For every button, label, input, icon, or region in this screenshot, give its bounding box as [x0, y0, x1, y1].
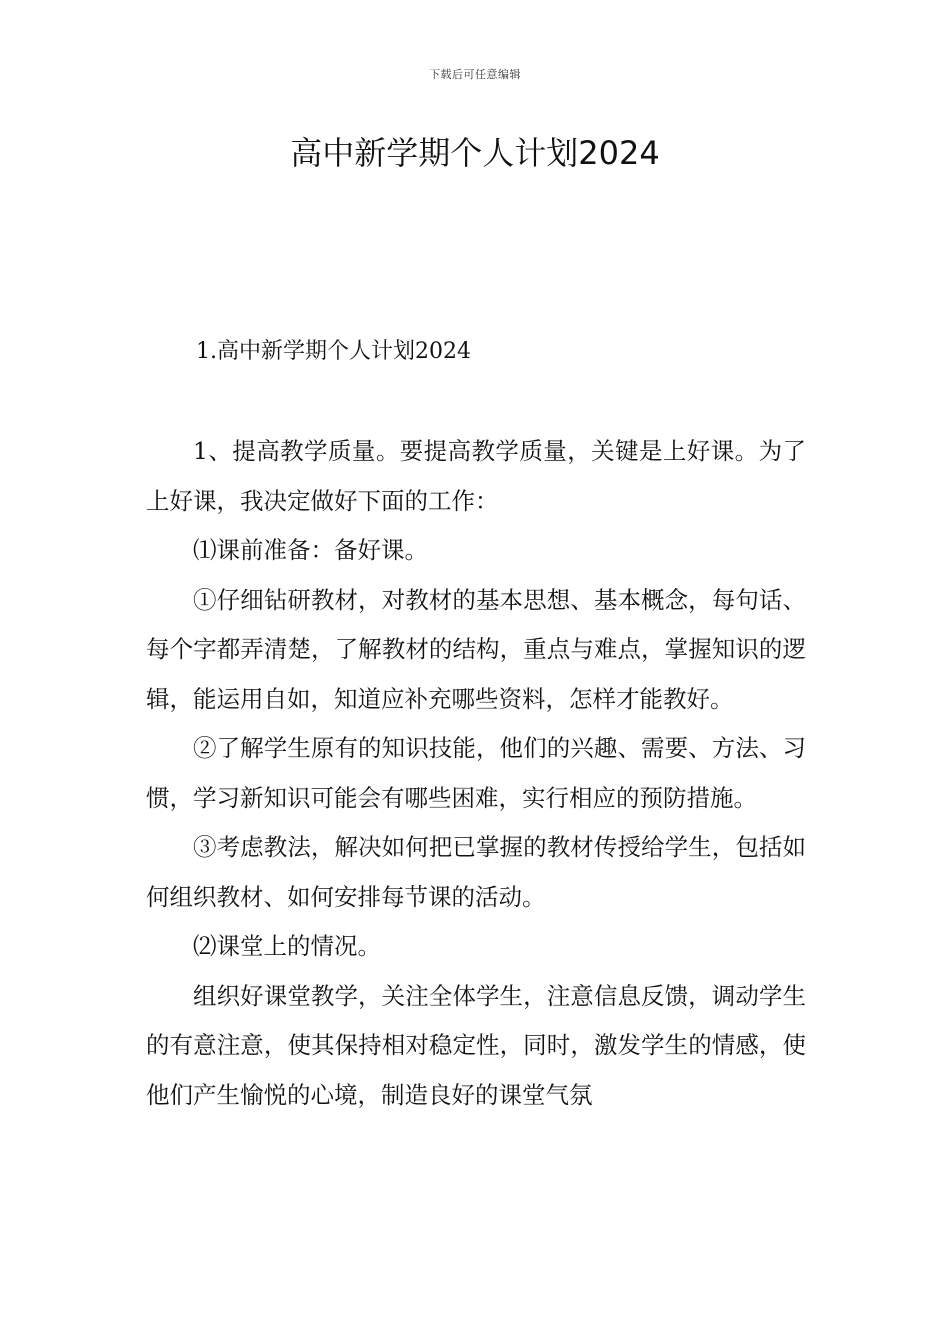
section-heading: 1.高中新学期个人计划2024	[196, 339, 471, 364]
paragraph: 1、提高教学质量。要提高教学质量，关键是上好课。为了上好课，我决定做好下面的工作：	[146, 437, 806, 515]
paragraph: ⑵课堂上的情况。	[193, 932, 381, 960]
header-note: 下载后可任意编辑	[429, 68, 521, 81]
paragraph: ③考虑教法，解决如何把已掌握的教材传授给学生，包括如何组织教材、如何安排每节课的活动。	[146, 833, 806, 911]
paragraph: ⑴课前准备：备好课。	[193, 536, 428, 564]
paragraph: ①仔细钻研教材，对教材的基本思想、基本概念，每句话、每个字都弄清楚，了解教材的结构，重点与难点，掌握知识的逻辑，能运用自如，知道应补充哪些资料，怎样才能教好。	[146, 585, 806, 713]
document-title: 高中新学期个人计划2024	[290, 134, 660, 172]
paragraph: 组织好课堂教学，关注全体学生，注意信息反馈，调动学生的有意注意，使其保持相对稳定性，同时，激发学生的情感，使他们产生愉悦的心境，制造良好的课堂气氛	[146, 981, 806, 1109]
paragraph: ②了解学生原有的知识技能，他们的兴趣、需要、方法、习惯，学习新知识可能会有哪些困难，实行相应的预防措施。	[146, 734, 806, 812]
body-text	[146, 427, 806, 1120]
